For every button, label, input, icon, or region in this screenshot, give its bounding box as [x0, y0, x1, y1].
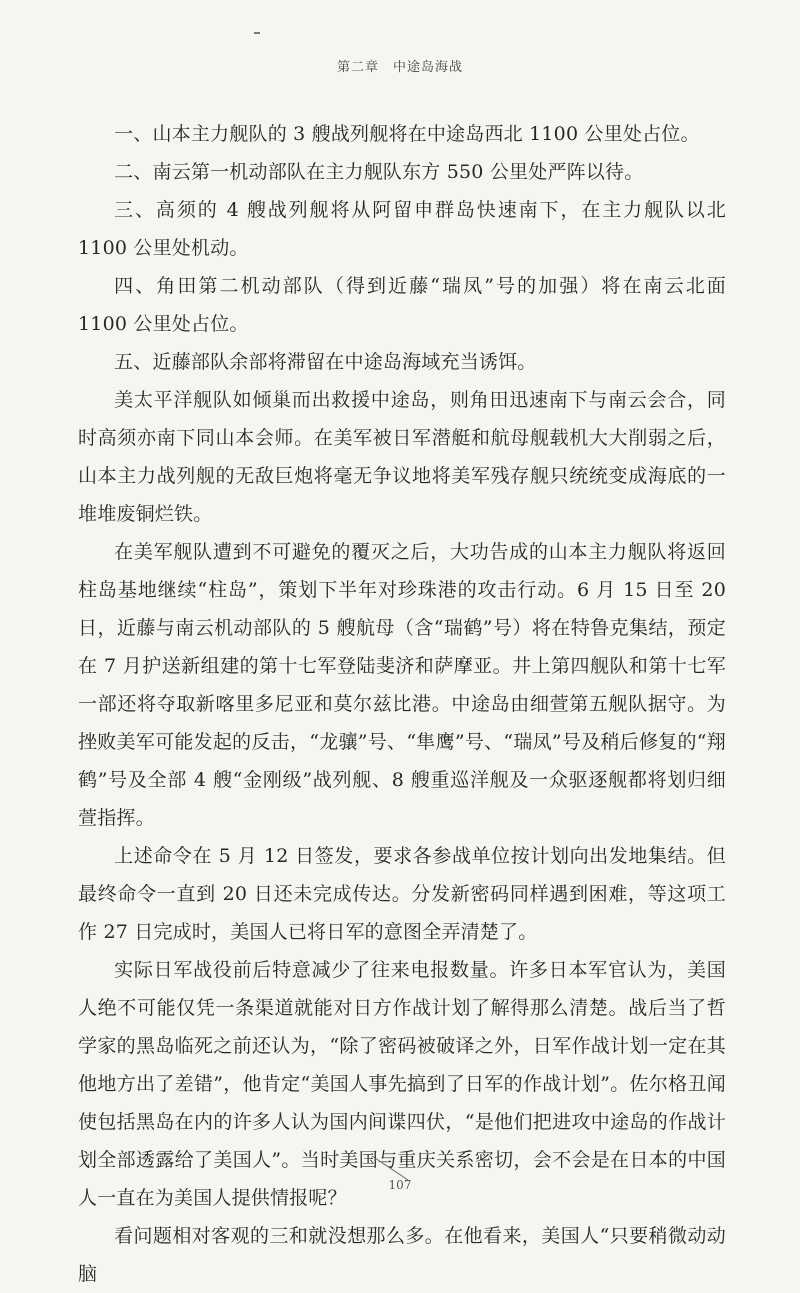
paragraph: 四、角田第二机动部队（得到近藤“瑞凤”号的加强）将在南云北面 1100 公里处占位。: [78, 275, 726, 335]
body-text: [78, 115, 726, 1293]
paragraph: 二、南云第一机动部队在主力舰队东方 550 公里处严阵以待。: [114, 161, 644, 183]
paragraph: 五、近藤部队余部将滞留在中途岛海域充当诱饵。: [114, 351, 537, 373]
paragraph: 三、高须的 4 艘战列舰将从阿留申群岛快速南下，在主力舰队以北 1100 公里处机动。: [78, 199, 726, 259]
chapter-label: 第二章: [336, 60, 379, 75]
paragraph: 美太平洋舰队如倾巢而出救援中途岛，则角田迅速南下与南云会合，同时高须亦南下同山本会师。在美军被日军潜艇和航母舰载机大大削弱之后，山本主力战列舰的无敌巨炮将毫无争议地将美军残存舰只统统变成海底的一堆堆废铜烂铁。: [78, 389, 726, 525]
paragraph: 在美军舰队遭到不可避免的覆灭之后，大功告成的山本主力舰队将返回柱岛基地继续“柱岛”，策划下半年对珍珠港的攻击行动。6 月 15 日至 20 日，近藤与南云机动部队的 5 艘航母（含“瑞鹤”号）将在特鲁克集结，预定在 7 月护送新组建的第十七军登陆斐济和萨摩亚。井上第四舰队和第十七军一部还将夺取新喀里多尼亚和莫尔兹比港。中途岛由细萱第五舰队据守。为挫败美军可能发起的反击，“龙骧”号、“隼鹰”号、“瑞凤”号及稍后修复的“翔鹤”号及全部 4 艘“金刚级”战列舰、8 艘重巡洋舰及一众驱逐舰都将划归细萱指挥。: [78, 541, 726, 829]
paragraph: 一、山本主力舰队的 3 艘战列舰将在中途岛西北 1100 公里处占位。: [114, 123, 700, 145]
paragraph: 看问题相对客观的三和就没想那么多。在他看来，美国人“只要稍微动动脑: [78, 1225, 726, 1285]
page-number: 107: [388, 1178, 412, 1192]
chapter-title: 中途岛海战: [393, 60, 464, 75]
ink-speck: [254, 32, 260, 34]
running-header: [0, 56, 800, 75]
paragraph: 实际日军战役前后特意减少了往来电报数量。许多日本军官认为，美国人绝不可能仅凭一条渠道就能对日方作战计划了解得那么清楚。战后当了哲学家的黑岛临死之前还认为，“除了密码被破译之外，日军作战计划一定在其他地方出了差错”，他肯定“美国人事先搞到了日军的作战计划”。佐尔格丑闻使包括黑岛在内的许多人认为国内间谍四伏，“是他们把进攻中途岛的作战计划全部透露给了美国人”。当时美国与重庆关系密切，会不会是在日本的中国人一直在为美国人提供情报呢？: [78, 959, 726, 1209]
paragraph: 上述命令在 5 月 12 日签发，要求各参战单位按计划向出发地集结。但最终命令一直到 20 日还未完成传达。分发新密码同样遇到困难，等这项工作 27 日完成时，美国人已将日军的意图全弄清楚了。: [78, 845, 726, 943]
